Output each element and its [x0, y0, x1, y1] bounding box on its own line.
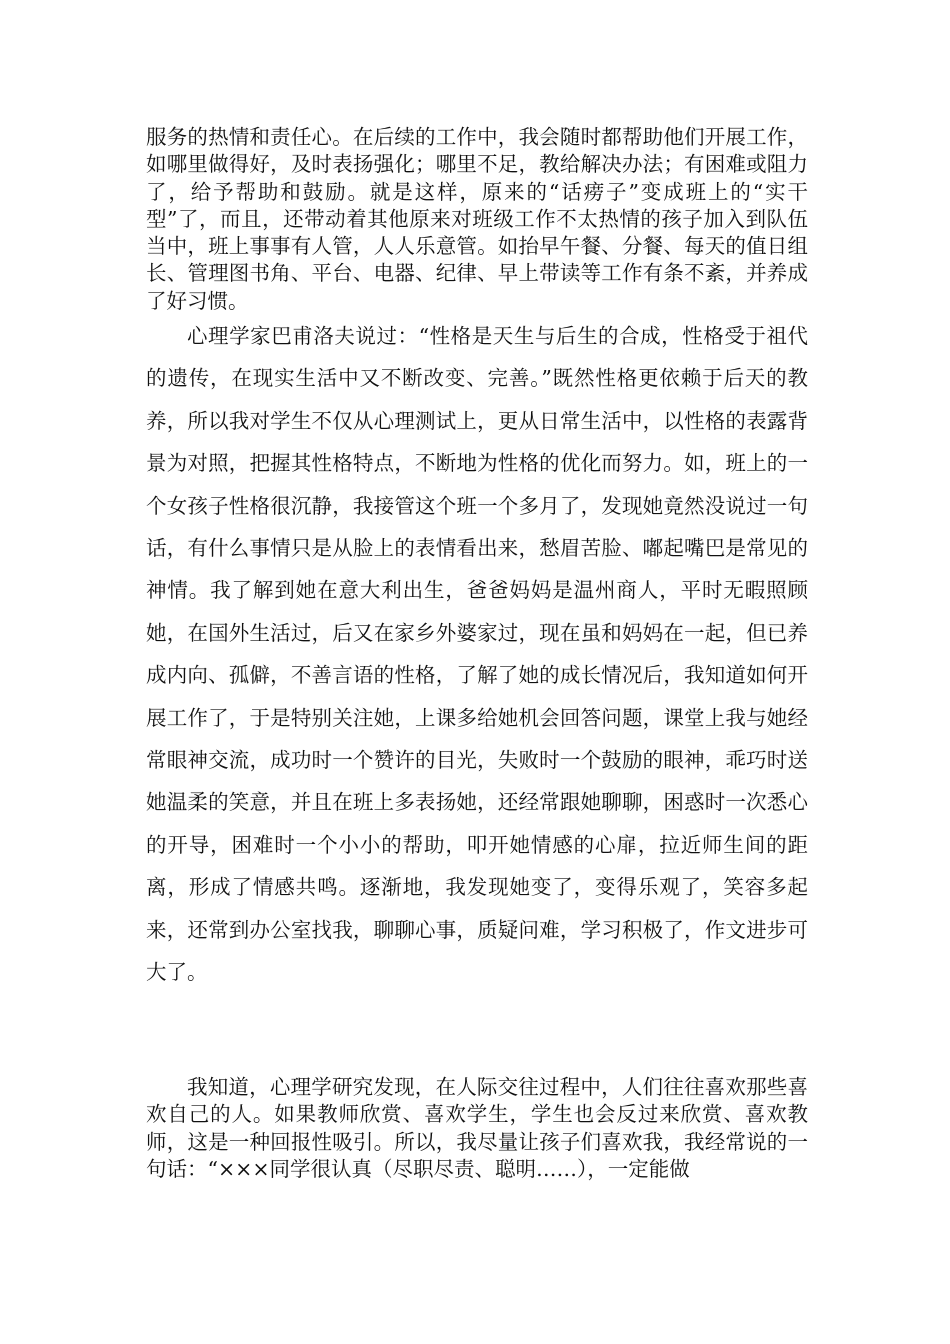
paragraph-1: 服务的热情和责任心。在后续的工作中，我会随时都帮助他们开展工作，如哪里做得好，及时表扬强化；哪里不足，教给解决办法；有困难或阻力了，给予帮助和鼓励。就是这样，原来的“话痨子”变成班上的“实干型”了，而且，还带动着其他原来对班级工作不太热情的孩子加入到队伍当中，班上事事有人管，人人乐意管。如抬早午餐、分餐、每天的值日组长、管理图书角、平台、电器、纪律、早上带读等工作有条不紊，并养成了好习惯。 [146, 125, 808, 313]
paragraph-3: 我知道，心理学研究发现，在人际交往过程中，人们往往喜欢那些喜欢自己的人。如果教师欣赏、喜欢学生，学生也会反过来欣赏、喜欢教师，这是一种回报性吸引。所以，我尽量让孩子们喜欢我，我经常说的一句话：“×××同学很认真（尽职尽责、聪明……），一定能做 [146, 1075, 808, 1181]
paragraph-2: 心理学家巴甫洛夫说过：“性格是天生与后生的合成，性格受于祖代的遗传，在现实生活中又不断改变、完善。”既然性格更依赖于后天的教养，所以我对学生不仅从心理测试上，更从日常生活中，以性格的表露背景为对照，把握其性格特点，不断地为性格的优化而努力。如，班上的一个女孩子性格很沉静，我接管这个班一个多月了，发现她竟然没说过一句话，有什么事情只是从脸上的表情看出来，愁眉苦脸、嘟起嘴巴是常见的神情。我了解到她在意大利出生，爸爸妈妈是温州商人，平时无暇照顾她，在国外生活过，后又在家乡外婆家过，现在虽和妈妈在一起，但已养成内向、孤僻，不善言语的性格，了解了她的成长情况后，我知道如何开展工作了，于是特别关注她，上课多给她机会回答问题，课堂上我与她经常眼神交流，成功时一个赞许的目光，失败时一个鼓励的眼神，乖巧时送她温柔的笑意，并且在班上多表扬她，还经常跟她聊聊，困惑时一次悉心的开导，困难时一个小小的帮助，叩开她情感的心扉，拉近师生间的距离，形成了情感共鸣。逐渐地，我发现她变了，变得乐观了，笑容多起来，还常到办公室找我，聊聊心事，质疑问难，学习积极了，作文进步可大了。 [146, 324, 808, 985]
